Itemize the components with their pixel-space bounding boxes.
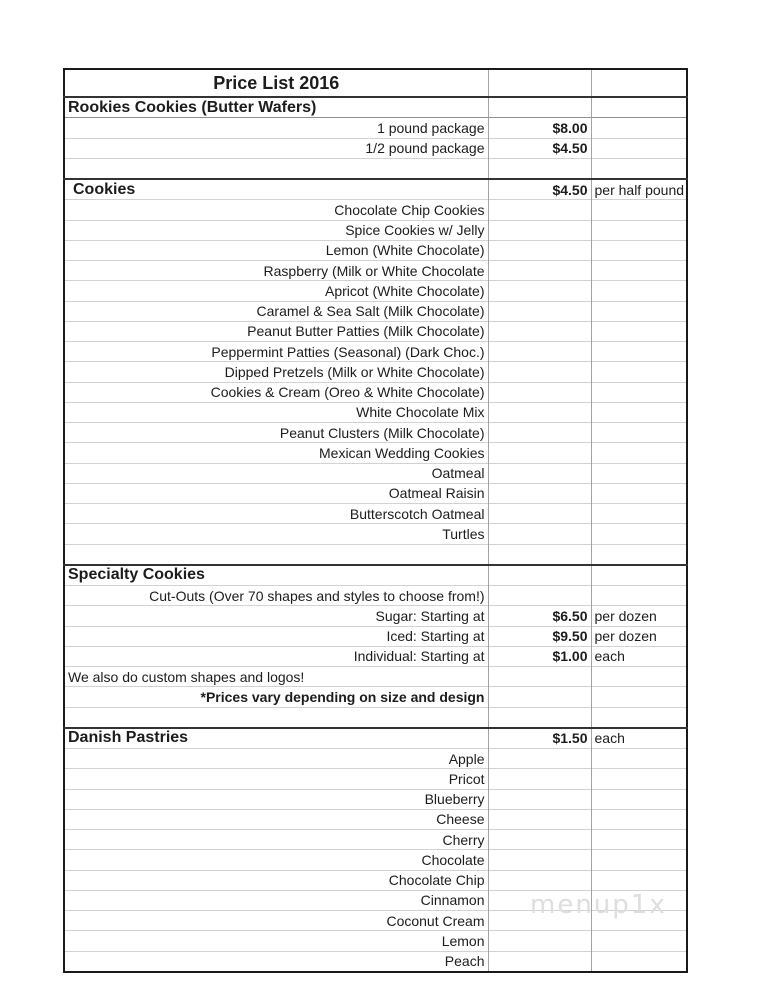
- desc-cell: Chocolate Chip Cookies: [64, 200, 488, 220]
- item-row: [64, 463, 687, 483]
- unit-cell: [591, 342, 687, 362]
- unit-cell: [591, 544, 687, 565]
- price-cell: [488, 69, 591, 97]
- desc-cell: Rookies Cookies (Butter Wafers): [64, 97, 488, 118]
- unit-cell: [591, 200, 687, 220]
- price-cell: [488, 749, 591, 769]
- price-cell: $9.50: [488, 626, 591, 646]
- item-row: [64, 890, 687, 910]
- item-row: [64, 342, 687, 362]
- desc-cell: Pricot: [64, 769, 488, 789]
- price-cell: [488, 890, 591, 910]
- item-row: [64, 200, 687, 220]
- desc-cell: Peanut Butter Patties (Milk Chocolate): [64, 321, 488, 341]
- item-row: [64, 504, 687, 524]
- item-row: [64, 443, 687, 463]
- item-row: [64, 850, 687, 870]
- item-row: [64, 138, 687, 158]
- desc-cell: Coconut Cream: [64, 911, 488, 931]
- desc-cell: Lemon (White Chocolate): [64, 240, 488, 260]
- unit-cell: [591, 951, 687, 972]
- price-cell: [488, 951, 591, 972]
- price-cell: $1.00: [488, 646, 591, 666]
- item-row: [64, 809, 687, 829]
- price-cell: [488, 362, 591, 382]
- unit-cell: [591, 402, 687, 422]
- item-row: [64, 870, 687, 890]
- desc-cell: Mexican Wedding Cookies: [64, 443, 488, 463]
- unit-cell: each: [591, 646, 687, 666]
- desc-cell: Spice Cookies w/ Jelly: [64, 220, 488, 240]
- price-list-rows: [64, 69, 687, 972]
- unit-cell: [591, 707, 687, 728]
- item-row: [64, 830, 687, 850]
- desc-cell: 1 pound package: [64, 118, 488, 138]
- unit-cell: [591, 586, 687, 606]
- unit-cell: [591, 240, 687, 260]
- unit-cell: [591, 830, 687, 850]
- price-cell: [488, 586, 591, 606]
- desc-cell: Turtles: [64, 524, 488, 544]
- desc-cell: Apricot (White Chocolate): [64, 281, 488, 301]
- price-cell: [488, 707, 591, 728]
- price-cell: [488, 342, 591, 362]
- item-row: [64, 362, 687, 382]
- desc-cell: *Prices vary depending on size and design: [64, 687, 488, 707]
- unit-cell: [591, 524, 687, 544]
- price-cell: [488, 281, 591, 301]
- desc-cell: Chocolate: [64, 850, 488, 870]
- unit-cell: [591, 789, 687, 809]
- item-row: [64, 483, 687, 503]
- unit-cell: [591, 158, 687, 179]
- item-row: [64, 951, 687, 972]
- desc-cell: Cheese: [64, 809, 488, 829]
- item-row: [64, 261, 687, 281]
- desc-cell: [64, 158, 488, 179]
- price-cell: [488, 789, 591, 809]
- unit-cell: [591, 423, 687, 443]
- item-row: [64, 321, 687, 341]
- unit-cell: [591, 69, 687, 97]
- desc-cell: Danish Pastries: [64, 728, 488, 749]
- unit-cell: [591, 362, 687, 382]
- price-cell: [488, 220, 591, 240]
- price-cell: [488, 240, 591, 260]
- item-row: [64, 769, 687, 789]
- unit-cell: [591, 321, 687, 341]
- desc-cell: Cinnamon: [64, 890, 488, 910]
- price-cell: [488, 524, 591, 544]
- item-row: [64, 789, 687, 809]
- desc-cell: Oatmeal Raisin: [64, 483, 488, 503]
- desc-cell: [64, 544, 488, 565]
- price-cell: [488, 261, 591, 281]
- unit-cell: [591, 870, 687, 890]
- price-cell: [488, 830, 591, 850]
- unit-cell: [591, 749, 687, 769]
- desc-cell: White Chocolate Mix: [64, 402, 488, 422]
- unit-cell: [591, 261, 687, 281]
- price-cell: $4.50: [488, 138, 591, 158]
- unit-cell: [591, 382, 687, 402]
- section-row: [64, 728, 687, 749]
- section-row: [64, 179, 687, 200]
- desc-cell: [64, 707, 488, 728]
- unit-cell: [591, 138, 687, 158]
- price-cell: [488, 687, 591, 707]
- desc-cell: Butterscotch Oatmeal: [64, 504, 488, 524]
- desc-cell: Price List 2016: [64, 69, 488, 97]
- unit-cell: [591, 809, 687, 829]
- blank-row: [64, 707, 687, 728]
- item-row: [64, 626, 687, 646]
- unit-cell: per dozen: [591, 606, 687, 626]
- desc-cell: Iced: Starting at: [64, 626, 488, 646]
- price-cell: [488, 911, 591, 931]
- item-row: [64, 749, 687, 769]
- price-cell: [488, 483, 591, 503]
- item-row: [64, 220, 687, 240]
- item-row: [64, 423, 687, 443]
- price-cell: [488, 301, 591, 321]
- price-cell: [488, 667, 591, 687]
- desc-cell: Cookies: [64, 179, 488, 200]
- price-cell: [488, 97, 591, 118]
- item-row: [64, 301, 687, 321]
- item-row: [64, 606, 687, 626]
- price-cell: [488, 850, 591, 870]
- price-cell: [488, 402, 591, 422]
- desc-cell: Peach: [64, 951, 488, 972]
- desc-cell: Cherry: [64, 830, 488, 850]
- unit-cell: [591, 504, 687, 524]
- unit-cell: [591, 463, 687, 483]
- unit-cell: [591, 483, 687, 503]
- price-cell: [488, 321, 591, 341]
- price-cell: [488, 544, 591, 565]
- price-cell: [488, 809, 591, 829]
- price-cell: [488, 158, 591, 179]
- item-row: [64, 586, 687, 606]
- price-cell: [488, 565, 591, 586]
- item-row: [64, 931, 687, 951]
- unit-cell: [591, 118, 687, 138]
- note-row: [64, 687, 687, 707]
- desc-cell: Cookies & Cream (Oreo & White Chocolate): [64, 382, 488, 402]
- price-cell: [488, 382, 591, 402]
- price-list-table: [63, 68, 688, 973]
- item-row: [64, 281, 687, 301]
- desc-cell: We also do custom shapes and logos!: [64, 667, 488, 687]
- unit-cell: each: [591, 728, 687, 749]
- price-cell: $4.50: [488, 179, 591, 200]
- unit-cell: [591, 687, 687, 707]
- menupix-watermark: menup1x: [530, 890, 667, 920]
- section-row: [64, 97, 687, 118]
- price-cell: [488, 463, 591, 483]
- desc-cell: Individual: Starting at: [64, 646, 488, 666]
- desc-cell: Lemon: [64, 931, 488, 951]
- section-row: [64, 565, 687, 586]
- item-row: [64, 911, 687, 931]
- price-cell: [488, 931, 591, 951]
- unit-cell: per half pound: [591, 179, 687, 200]
- unit-cell: [591, 301, 687, 321]
- price-cell: [488, 200, 591, 220]
- item-row: [64, 646, 687, 666]
- unit-cell: [591, 850, 687, 870]
- unit-cell: [591, 565, 687, 586]
- title-row: [64, 69, 687, 97]
- blank-row: [64, 544, 687, 565]
- item-row: [64, 382, 687, 402]
- price-cell: [488, 423, 591, 443]
- desc-cell: Blueberry: [64, 789, 488, 809]
- desc-cell: Peanut Clusters (Milk Chocolate): [64, 423, 488, 443]
- desc-cell: Dipped Pretzels (Milk or White Chocolate): [64, 362, 488, 382]
- price-cell: [488, 504, 591, 524]
- price-cell: $6.50: [488, 606, 591, 626]
- desc-cell: Oatmeal: [64, 463, 488, 483]
- price-cell: [488, 870, 591, 890]
- item-row: [64, 240, 687, 260]
- desc-cell: Chocolate Chip: [64, 870, 488, 890]
- desc-cell: Raspberry (Milk or White Chocolate: [64, 261, 488, 281]
- unit-cell: [591, 281, 687, 301]
- note-row: [64, 667, 687, 687]
- desc-cell: 1/2 pound package: [64, 138, 488, 158]
- price-cell: [488, 769, 591, 789]
- unit-cell: [591, 97, 687, 118]
- unit-cell: [591, 220, 687, 240]
- item-row: [64, 118, 687, 138]
- unit-cell: [591, 931, 687, 951]
- unit-cell: [591, 911, 687, 931]
- item-row: [64, 524, 687, 544]
- unit-cell: [591, 667, 687, 687]
- desc-cell: Apple: [64, 749, 488, 769]
- price-cell: [488, 443, 591, 463]
- price-cell: $8.00: [488, 118, 591, 138]
- desc-cell: Sugar: Starting at: [64, 606, 488, 626]
- blank-row: [64, 158, 687, 179]
- unit-cell: [591, 443, 687, 463]
- item-row: [64, 402, 687, 422]
- price-cell: $1.50: [488, 728, 591, 749]
- desc-cell: Specialty Cookies: [64, 565, 488, 586]
- unit-cell: [591, 769, 687, 789]
- unit-cell: [591, 890, 687, 910]
- desc-cell: Caramel & Sea Salt (Milk Chocolate): [64, 301, 488, 321]
- unit-cell: per dozen: [591, 626, 687, 646]
- desc-cell: Peppermint Patties (Seasonal) (Dark Choc.): [64, 342, 488, 362]
- desc-cell: Cut-Outs (Over 70 shapes and styles to choose from!): [64, 586, 488, 606]
